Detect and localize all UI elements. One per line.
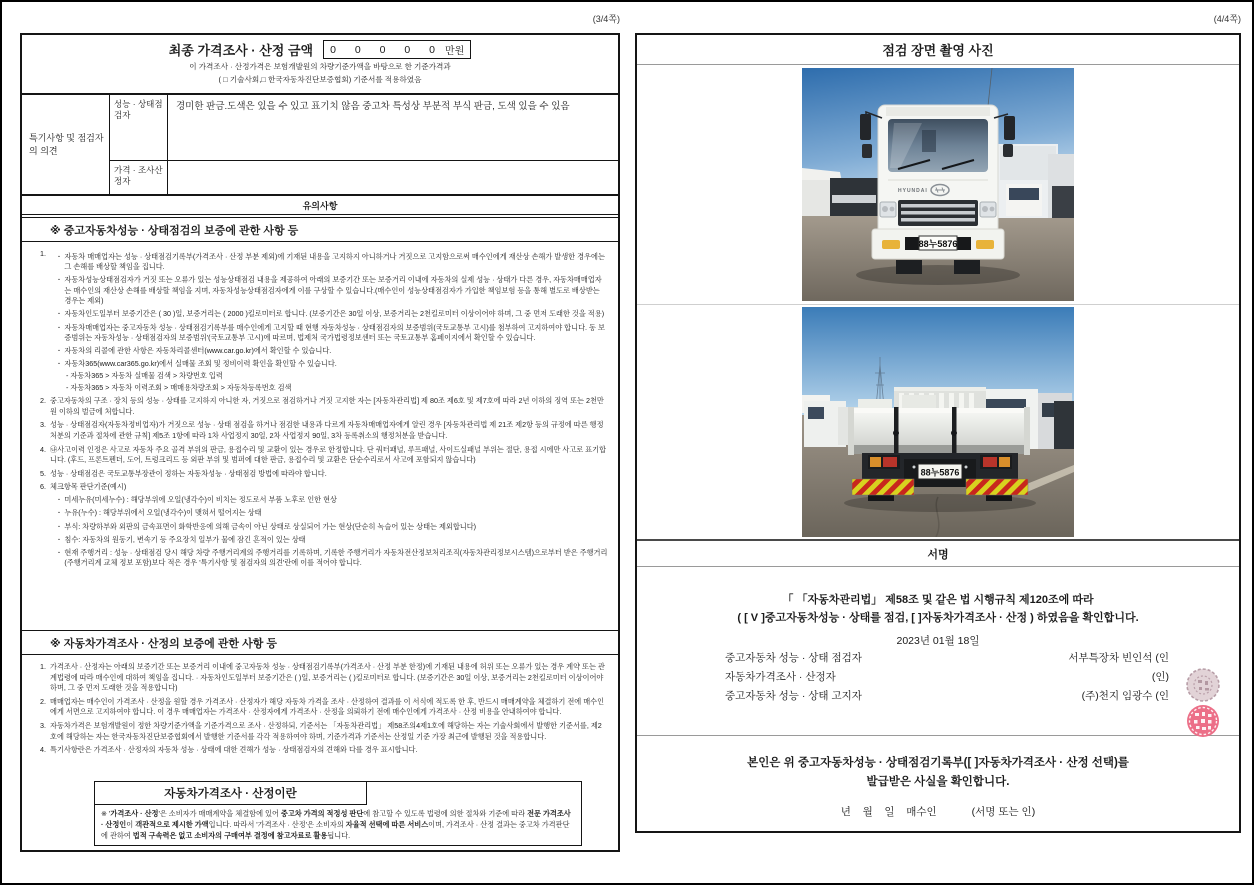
caution-title: 유의사항: [22, 196, 618, 215]
item-number: 2.: [40, 396, 46, 406]
notice-item: [34, 420, 608, 441]
definition-segment: 법적 구속력은 없고 소비자의 구매여부 결정에 참고자료로 활용: [132, 831, 328, 840]
signer-role: 자동차가격조사 · 산정자: [725, 671, 836, 683]
page4-photos-signature: [635, 33, 1241, 833]
truck-rear-photo-image: [802, 307, 1074, 537]
definition-segment: 입니다. 따라서 '가격조사 · 산정'은 소비자의: [208, 820, 346, 829]
buyer-signature-line: 년 월 일 매수인 (서명 또는 인): [840, 806, 1036, 818]
truck-front-photo-image: [802, 68, 1074, 301]
item-number: 2.: [40, 696, 46, 706]
item-number: 3.: [40, 720, 46, 730]
definition-title: 자동차가격조사 · 산정이란: [95, 782, 367, 805]
notice-item: [34, 662, 608, 694]
item-text: ㉯사고이력 인정은 사고로 자동차 주요 골격 부위의 판금, 용접수리 및 교환이 있는 경우로 한정합니다. 단 쿼터패널, 루프패널, 사이드실패널 부위는 절단, 용접 시에만 사고로 표기합니다. (후드, 프론트펜더, 도어, 트렁크리드 등 외판 부위 및 범퍼에 대한 판금, 용접수리 및 교환은 단순수리로서 사고에 포함되지 않습니다): [50, 444, 607, 465]
item-text: 자동차가격은 보험개발원이 정한 차량기준가액을 기준가격으로 조사 · 산정하되, 기준서는 「자동차관리법」 제58조의4제1호에 해당하는 자는 기술사회에서 발행한 기준서를, 제2호에 해당하는 자는 한국자동차진단보증협회에서 발행한 기준서를 각각 적용하여야 하며, 기준가격과 기준서는 산정일 기준 가장 최근에 발행된 것을 적용합니다.: [50, 720, 602, 741]
section1-body: [22, 242, 618, 628]
price-appraisal-definition-box: [94, 781, 582, 846]
notice-subline: - 자동차365 > 자동차 실매물 검색 > 차량번호 입력: [66, 370, 223, 380]
price-basis-line1: 이 가격조사 · 산정가격은 보험개발원의 차량기준가액을 바탕으로 한 기준가격과: [189, 62, 451, 71]
definition-segment: '은 소비자가 매매계약을 체결함에 있어: [158, 809, 281, 818]
signature-date: 2023년 01월 18일: [896, 635, 980, 647]
definition-segment: ※ ': [101, 809, 111, 818]
item-number: 5.: [40, 468, 46, 478]
price-amount-unit: 만원: [444, 46, 465, 57]
notice-bullet: · 침수: 자동차의 원동기, 변속기 등 주요장치 일부가 물에 잠긴 흔적이 있는 상태: [50, 535, 608, 546]
item-text: 매매업자는 매수인이 가격조사 · 산정을 원할 경우 가격조사 · 산정자가 해당 자동차 가격을 조사 · 산정하여 결과를 이 서식에 적도록 한 후, 반드시 매매계약을 체결하기 전에 매수인에게 서면으로 고지하여야 합니다. 이 경우 매매업자는 가격조사 · 산정자에게 가격조사 · 산정을 의뢰하기 전에 매수인에게 가격조사 · 산정 비용을 안내하여야 합니다.: [50, 696, 605, 717]
special-notes-row-label: 특기사항 및 점검자의 의견: [22, 95, 110, 194]
signer-name: (인): [1151, 671, 1169, 683]
notice-bullet: · 자동차매매업자는 중고자동차 성능 · 상태점검기록부를 매수인에게 고지할 때 현행 자동차성능 · 상태점검자의 보증범위(국토교통부 고시)를 첨부하여 고지하여야 합니다. 동 보증범위는 자동차성능 · 상태점검자의 보증범위'(국토교통부 고시)에 따르며, 법제처 국가법령정보센터 또는 국토교통부 홈페이지에서 확인할 수 있습니다.: [50, 323, 608, 344]
item-number: 4.: [40, 444, 46, 454]
truck-front-photo: [637, 65, 1239, 305]
signer-name: (주)천지 임광수 (인: [1081, 690, 1169, 702]
appraiser-opinion-row: [110, 161, 618, 194]
notice-bullet: · 부식: 차량하부와 외판의 금속표면이 화학반응에 의해 금속이 아닌 상태로 상실되어 가는 현상(단순히 녹슬어 있는 상태는 제외합니다): [50, 522, 608, 533]
price-basis-line2: ( □ 기술사회,□ 한국자동차진단보증협회) 기준서를 적용하였음: [218, 75, 422, 84]
notice-bullet: · 자동차성능상태점검자가 거짓 또는 오류가 있는 성능상태점검 내용을 제공하여 아래의 보증기간 또는 보증거리 이내에 자동차의 실제 성능 · 상태가 다른 경우, 자동차매매업자는 매수인의 재산상 손해를 배상할 책임을 지며, 자동차성능상태점검자에게 이를 구상할 수 있습니다.(매수인이 성능상태점검자가 가입한 책임보험 등을 통해 별도로 배상받는 경우는 제외): [50, 275, 608, 307]
signer-name: 서부특장차 빈인석 (인: [1068, 652, 1169, 664]
definition-segment: 자율적 선택에 따른 서비스: [345, 820, 429, 829]
notice-bullet: · 자동차인도일부터 보증기간은 ( 30 )일, 보증거리는 ( 2000 )킬로미터로 합니다. (보증기간은 30일 이상, 보증거리는 2천킬로미터 이상이어야 하며, 그 중 먼저 도래한 것을 적용): [50, 309, 608, 320]
page3-label: (3/4쪽): [592, 14, 620, 24]
item-text: 가격조사 · 산정자는 아래의 보증기간 또는 보증거리 이내에 중고자동차 성능 · 상태점검기록부(가격조사 · 산정 부분 한정)에 기재된 내용에 허위 또는 오류가 있는 경우 계약 또는 관계법령에 따라 매수인에 대하여 책임을 집니다. · 자동차인도일부터 보증기간은 ( )일, 보증거리는 ( )킬로미터로 합니다. (보증기간은 30일 이상, 보증거리는 2천킬로미터 이상이어야 하며, 그 중 먼저 도래한 것을 적용합니다): [50, 662, 605, 693]
notice-item: [34, 745, 608, 756]
special-notes-table: [22, 95, 618, 196]
signature-statement-line2: ( [ V ]중고자동차성능 · 상태를 점검, [ ]자동차가격조사 · 산정 ) 하였음을 확인합니다.: [737, 612, 1139, 624]
page4-label: (4/4쪽): [1213, 14, 1241, 24]
signer-role: 중고자동차 성능 · 상태 고지자: [725, 690, 862, 702]
definition-segment: 이: [126, 820, 136, 829]
notice-item: [34, 721, 608, 742]
inspector-opinion-value: 경미한 판금.도색은 있을 수 있고 표기치 않음 중고차 특성상 부분적 부식 판금, 도색 있을 수 있음: [176, 101, 570, 112]
notice-bullet: · 누유(누수) : 해당부위에서 오일(냉각수)이 맺혀서 떨어지는 상태: [50, 508, 608, 519]
definition-segment: 이며, 가격조사 · 산정 결과는 중고차 가격판단에 관하여: [101, 820, 570, 840]
price-amount-digits: 0 0 0 0 0: [330, 43, 443, 56]
notice-item: [34, 482, 608, 569]
appraiser-opinion-value: [168, 161, 618, 194]
truck-rear-photo: [637, 305, 1239, 541]
inspector-opinion-row: [110, 95, 618, 161]
notice-item: [34, 697, 608, 718]
notice-subline: - 자동차365 > 자동차 이력조회 > 매매용차량조회 > 자동차등록번호 검색: [66, 382, 292, 392]
notice-bullet: · 미세누유(미세누수) : 해당부위에 오일(냉각수)이 비치는 정도로서 부품 노후로 인한 현상: [50, 495, 608, 506]
section2-body: [22, 655, 618, 776]
definition-segment: 에 참고할 수 있도록 법령에 의한 절차와 기준에 따라: [363, 809, 528, 818]
section2-header: ※ 자동차가격조사 · 산정의 보증에 관한 사항 등: [22, 630, 618, 655]
definition-segment: 중고차 가격의 적정성 판단: [280, 809, 364, 818]
buyer-confirmation-section: [637, 735, 1239, 831]
item-text: 중고자동차의 구조 · 장치 등의 성능 · 상태를 고지하지 아니한 자, 거짓으로 점검하거나 거짓 고지한 자는 [자동차관리법] 제 80조 제6호 및 제7호에 따라 2년 이하의 징역 또는 2천만원 이하의 벌금에 처합니다.: [50, 396, 604, 416]
notice-item: [34, 249, 608, 393]
item-text: 성능 · 상태점검은 국토교통부장관이 정하는 자동차성능 · 상태점검 방법에 따라야 합니다.: [50, 468, 327, 478]
item-number: 3.: [40, 420, 46, 430]
notifier-seal-stamp: [1181, 699, 1225, 743]
truck-brand-text: HYUNDAI: [898, 188, 928, 194]
item-number: 4.: [40, 745, 46, 755]
section1-header: ※ 중고자동차성능 · 상태점검의 보증에 관한 사항 등: [22, 217, 618, 242]
signature-section-title: 서명: [637, 541, 1239, 567]
item-text: 성능 · 상태점검자(자동차정비업자)가 거짓으로 성능 · 상태 점검을 하거나 점검한 내용과 다르게 자동차매매업자에게 알린 경우 [자동차관리법 제 21조 제2항 등의 규정에 따른 행정처분의 기준과 절차에 관한 규칙] 제5조 1항에 따라 1차 사업정지 30일, 2차 사업정지 90일, 3차 등록취소의 행정처분을 받습니다.: [50, 420, 604, 440]
confirmation-line2: 발급받은 사실을 확인합니다.: [866, 776, 1010, 788]
front-license-plate: 88누5876: [918, 239, 958, 249]
item-number: 1.: [40, 662, 46, 671]
page3-inspection-notice: [20, 33, 620, 852]
signer-row: [637, 688, 1239, 705]
appraiser-opinion-label: 가격 · 조사산정자: [110, 161, 168, 194]
notice-bullet: · 현재 주행거리 : 성능 · 상태점검 당시 해당 차량 주행거리계의 주행거리를 기록하며, 기록한 주행거리가 자동차전산정보처리조직(자동차관리정보시스템)으로부터 받은 주행거리(주행거리계 교체 정보 포함)보다 적은 경우 '특기사항 및 점검자의 의견'란에 이를 적어야 합니다.: [50, 548, 608, 569]
notice-bullet: · 자동차의 리콜에 관한 사항은 자동차리콜센터(www.car.go.kr)에서 확인할 수 있습니다.: [50, 346, 608, 357]
inspector-opinion-label: 성능 · 상태점검자: [110, 95, 168, 160]
rear-license-plate: 88누5876: [920, 467, 960, 478]
price-amount-box: [323, 40, 471, 59]
item-number: 1.: [40, 249, 46, 258]
definition-segment: 됩니다.: [327, 831, 351, 840]
notice-item: [34, 396, 608, 417]
notice-item: [34, 469, 608, 480]
signer-role: 중고자동차 성능 · 상태 점검자: [725, 652, 862, 664]
confirmation-line1: 본인은 위 중고자동차성능 · 상태점검기록부([ ]자동차가격조사 · 산정 선택)를: [747, 757, 1129, 769]
notice-bullet: · 자동차365(www.car365.go.kr)에서 실매물 조회 및 정비이력 확인을 확인할 수 있습니다.: [50, 359, 608, 370]
item-text: 특기사항란은 가격조사 · 산정자의 자동차 성능 · 상태에 대한 견해가 성능 · 상태점검자의 견해와 다를 경우 표시합니다.: [50, 745, 418, 755]
item-number: 6.: [40, 482, 46, 492]
definition-segment: 객관적으로 제시한 가액: [135, 820, 209, 829]
photos-section-title: 점검 장면 촬영 사진: [637, 35, 1239, 65]
definition-segment: 가격조사 · 산정: [110, 809, 159, 818]
signer-row: [637, 669, 1239, 686]
definition-body: [95, 805, 581, 845]
notice-bullet: · 자동차 매매업자는 성능 · 상태점검기록부(가격조사 · 산정 부분 제외)에 기재된 내용을 고지하지 아니하거나 거짓으로 고지함으로써 매수인에게 재산상 손해가 발생한 경우에는 그 손해를 배상할 책임을 집니다.: [50, 252, 608, 273]
item6-intro: 체크항목 판단기준(예시): [50, 482, 127, 492]
signature-statement-line1: 「 「자동차관리법」 제58조 및 같은 법 시행규칙 제120조에 따라: [782, 594, 1094, 606]
definition-segment: 전문 가격조사 · 산정인: [101, 809, 571, 829]
signature-body: [637, 567, 1239, 735]
notice-item: [34, 445, 608, 466]
final-price-section: [22, 35, 618, 95]
final-price-title: 최종 가격조사 · 산정 금액: [168, 43, 314, 58]
signer-row: [637, 650, 1239, 667]
